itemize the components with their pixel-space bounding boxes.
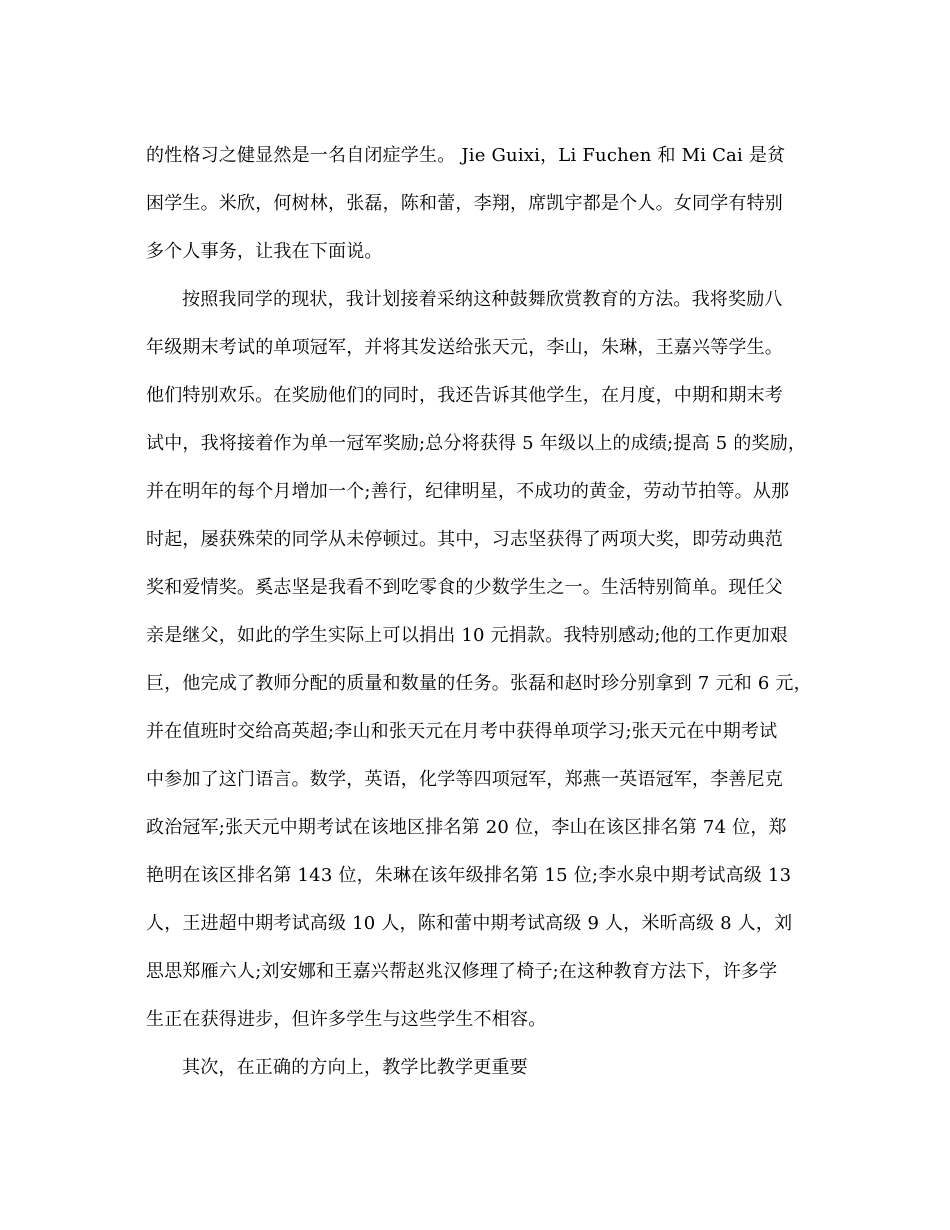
text-line: 中参加了这门语言。数学，英语，化学等四项冠军，郑燕一英语冠军，李善尼克	[146, 769, 783, 790]
text-line: 巨，他完成了教师分配的质量和数量的任务。张磊和赵时珍分别拿到 7 元和 6 元，	[146, 673, 812, 694]
text-line: 的性格习之健显然是一名自闭症学生。 Jie Guixi，Li Fuchen 和 Mi Cai 是贫	[146, 145, 786, 166]
text-line: 他们特别欢乐。在奖励他们的同时，我还告诉其他学生，在月度，中期和期末考	[146, 385, 783, 406]
text-line: 人，王进超中期考试高级 10 人，陈和蕾中期考试高级 9 人，米昕高级 8 人，刘	[146, 913, 793, 934]
paragraph-start-line: 其次，在正确的方向上，教学比教学更重要	[182, 1057, 528, 1078]
text-line: 艳明在该区排名第 143 位，朱琳在该年级排名第 15 位;李水泉中期考试高级 13	[146, 865, 792, 886]
text-line: 思思郑雁六人;刘安娜和王嘉兴帮赵兆汉修理了椅子;在这种教育方法下，许多学	[146, 961, 778, 982]
text-line: 亲是继父，如此的学生实际上可以捐出 10 元捐款。我特别感动;他的工作更加艰	[146, 625, 789, 646]
text-line: 年级期末考试的单项冠军，并将其发送给张天元，李山，朱琳，王嘉兴等学生。	[146, 337, 783, 358]
paragraph-start-line: 按照我同学的现状，我计划接着采纳这种鼓舞欣赏教育的方法。我将奖励八	[182, 289, 783, 310]
text-line: 政治冠军;张天元中期考试在该地区排名第 20 位，李山在该区排名第 74 位，郑	[146, 817, 787, 838]
text-line: 试中，我将接着作为单一冠军奖励;总分将获得 5 年级以上的成绩;提高 5 的奖励，	[146, 433, 807, 454]
text-line: 奖和爱情奖。奚志坚是我看不到吃零食的少数学生之一。生活特别简单。现任父	[146, 577, 783, 598]
text-line: 生正在获得进步，但许多学生与这些学生不相容。	[146, 1009, 547, 1030]
text-line: 并在明年的每个月增加一个;善行，纪律明星，不成功的黄金，劳动节拍等。从那	[146, 481, 790, 502]
text-line: 并在值班时交给高英超;李山和张天元在月考中获得单项学习;张天元在中期考试	[146, 721, 778, 742]
text-line: 多个人事务，让我在下面说。	[146, 241, 383, 262]
text-line: 困学生。米欣，何树林，张磊，陈和蕾，李翔，席凯宇都是个人。女同学有特别	[146, 193, 783, 214]
text-line: 时起，屡获殊荣的同学从未停顿过。其中，习志坚获得了两项大奖，即劳动典范	[146, 529, 783, 550]
